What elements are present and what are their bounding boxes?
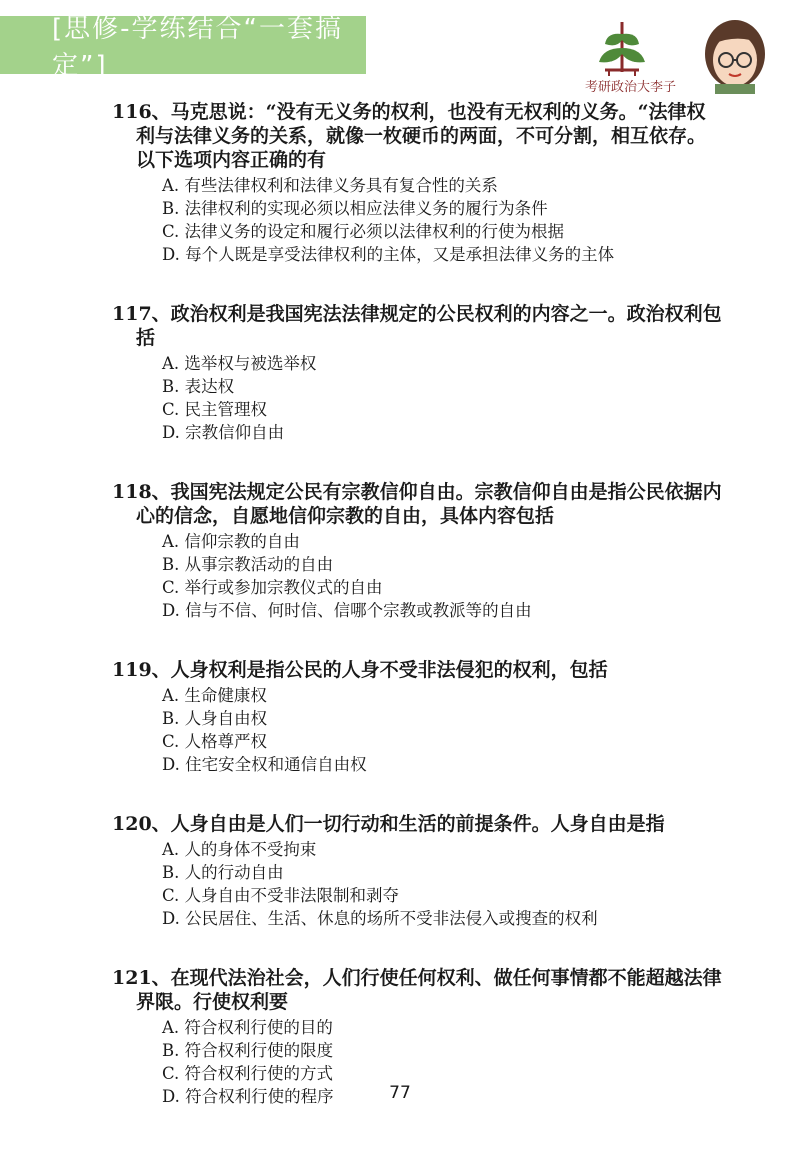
option-d: D. 每个人既是享受法律权利的主体，又是承担法律义务的主体 (162, 245, 615, 264)
option-list (162, 530, 722, 622)
option-a: A. 符合权利行使的目的 (162, 1018, 333, 1037)
option-a: A. 生命健康权 (162, 686, 267, 705)
question-stem: 119、人身权利是指公民的人身不受非法侵犯的权利，包括 (112, 659, 608, 681)
option-b: B. 人身自由权 (162, 709, 268, 728)
option-d: D. 公民居住、生活、休息的场所不受非法侵入或搜查的权利 (162, 909, 598, 928)
question-stem: 116、马克思说：“没有无义务的权利，也没有无权利的义务。“法律权利与法律义务的关系，就像一枚硬币的两面，不可分割，相互依存。以下选项内容正确的有 (112, 101, 707, 171)
option-a: A. 人的身体不受拘束 (162, 840, 317, 859)
question-item (112, 480, 722, 622)
question-stem: 121、在现代法治社会，人们行使任何权利、做任何事情都不能超越法律界限。行使权利要 (112, 967, 722, 1013)
option-list (162, 684, 722, 776)
option-list (162, 352, 722, 444)
option-d: D. 信与不信、何时信、信哪个宗教或教派等的自由 (162, 601, 532, 620)
logo-caption: 考研政治大李子 (585, 80, 677, 95)
option-b: B. 符合权利行使的限度 (162, 1041, 334, 1060)
option-b: B. 从事宗教活动的自由 (162, 555, 334, 574)
question-item (112, 658, 722, 776)
option-a: A. 有些法律权利和法律义务具有复合性的关系 (162, 176, 498, 195)
option-b: B. 表达权 (162, 377, 235, 396)
option-d: D. 符合权利行使的程序 (162, 1087, 334, 1106)
option-b: B. 法律权利的实现必须以相应法律义务的履行为条件 (162, 199, 548, 218)
question-list (112, 100, 722, 1144)
question-item (112, 302, 722, 444)
option-list (162, 174, 722, 266)
banner-title: [思修-学练结合“一套搞定”] (52, 14, 343, 81)
option-c: C. 举行或参加宗教仪式的自由 (162, 578, 383, 597)
option-list (162, 838, 722, 930)
option-c: C. 人格尊严权 (162, 732, 268, 751)
option-d: D. 宗教信仰自由 (162, 423, 285, 442)
option-c: C. 符合权利行使的方式 (162, 1064, 334, 1083)
option-b: B. 人的行动自由 (162, 863, 284, 882)
option-a: A. 选举权与被选举权 (162, 354, 317, 373)
question-item (112, 100, 722, 266)
option-c: C. 民主管理权 (162, 400, 268, 419)
page-number: 77 (389, 1083, 411, 1103)
tree-icon (599, 22, 645, 76)
header-banner (0, 14, 366, 81)
option-a: A. 信仰宗教的自由 (162, 532, 300, 551)
option-c: C. 人身自由不受非法限制和剥夺 (162, 886, 400, 905)
avatar-icon (705, 20, 765, 94)
question-item (112, 812, 722, 930)
option-c: C. 法律义务的设定和履行必须以法律权利的行使为根据 (162, 222, 565, 241)
question-stem: 120、人身自由是人们一切行动和生活的前提条件。人身自由是指 (112, 813, 665, 835)
brand-logo (575, 14, 800, 94)
option-d: D. 住宅安全权和通信自由权 (162, 755, 367, 774)
question-stem: 117、政治权利是我国宪法法律规定的公民权利的内容之一。政治权利包括 (112, 303, 722, 349)
question-stem: 118、我国宪法规定公民有宗教信仰自由。宗教信仰自由是指公民依据内心的信念，自愿地信仰宗教的自由，具体内容包括 (112, 481, 722, 527)
